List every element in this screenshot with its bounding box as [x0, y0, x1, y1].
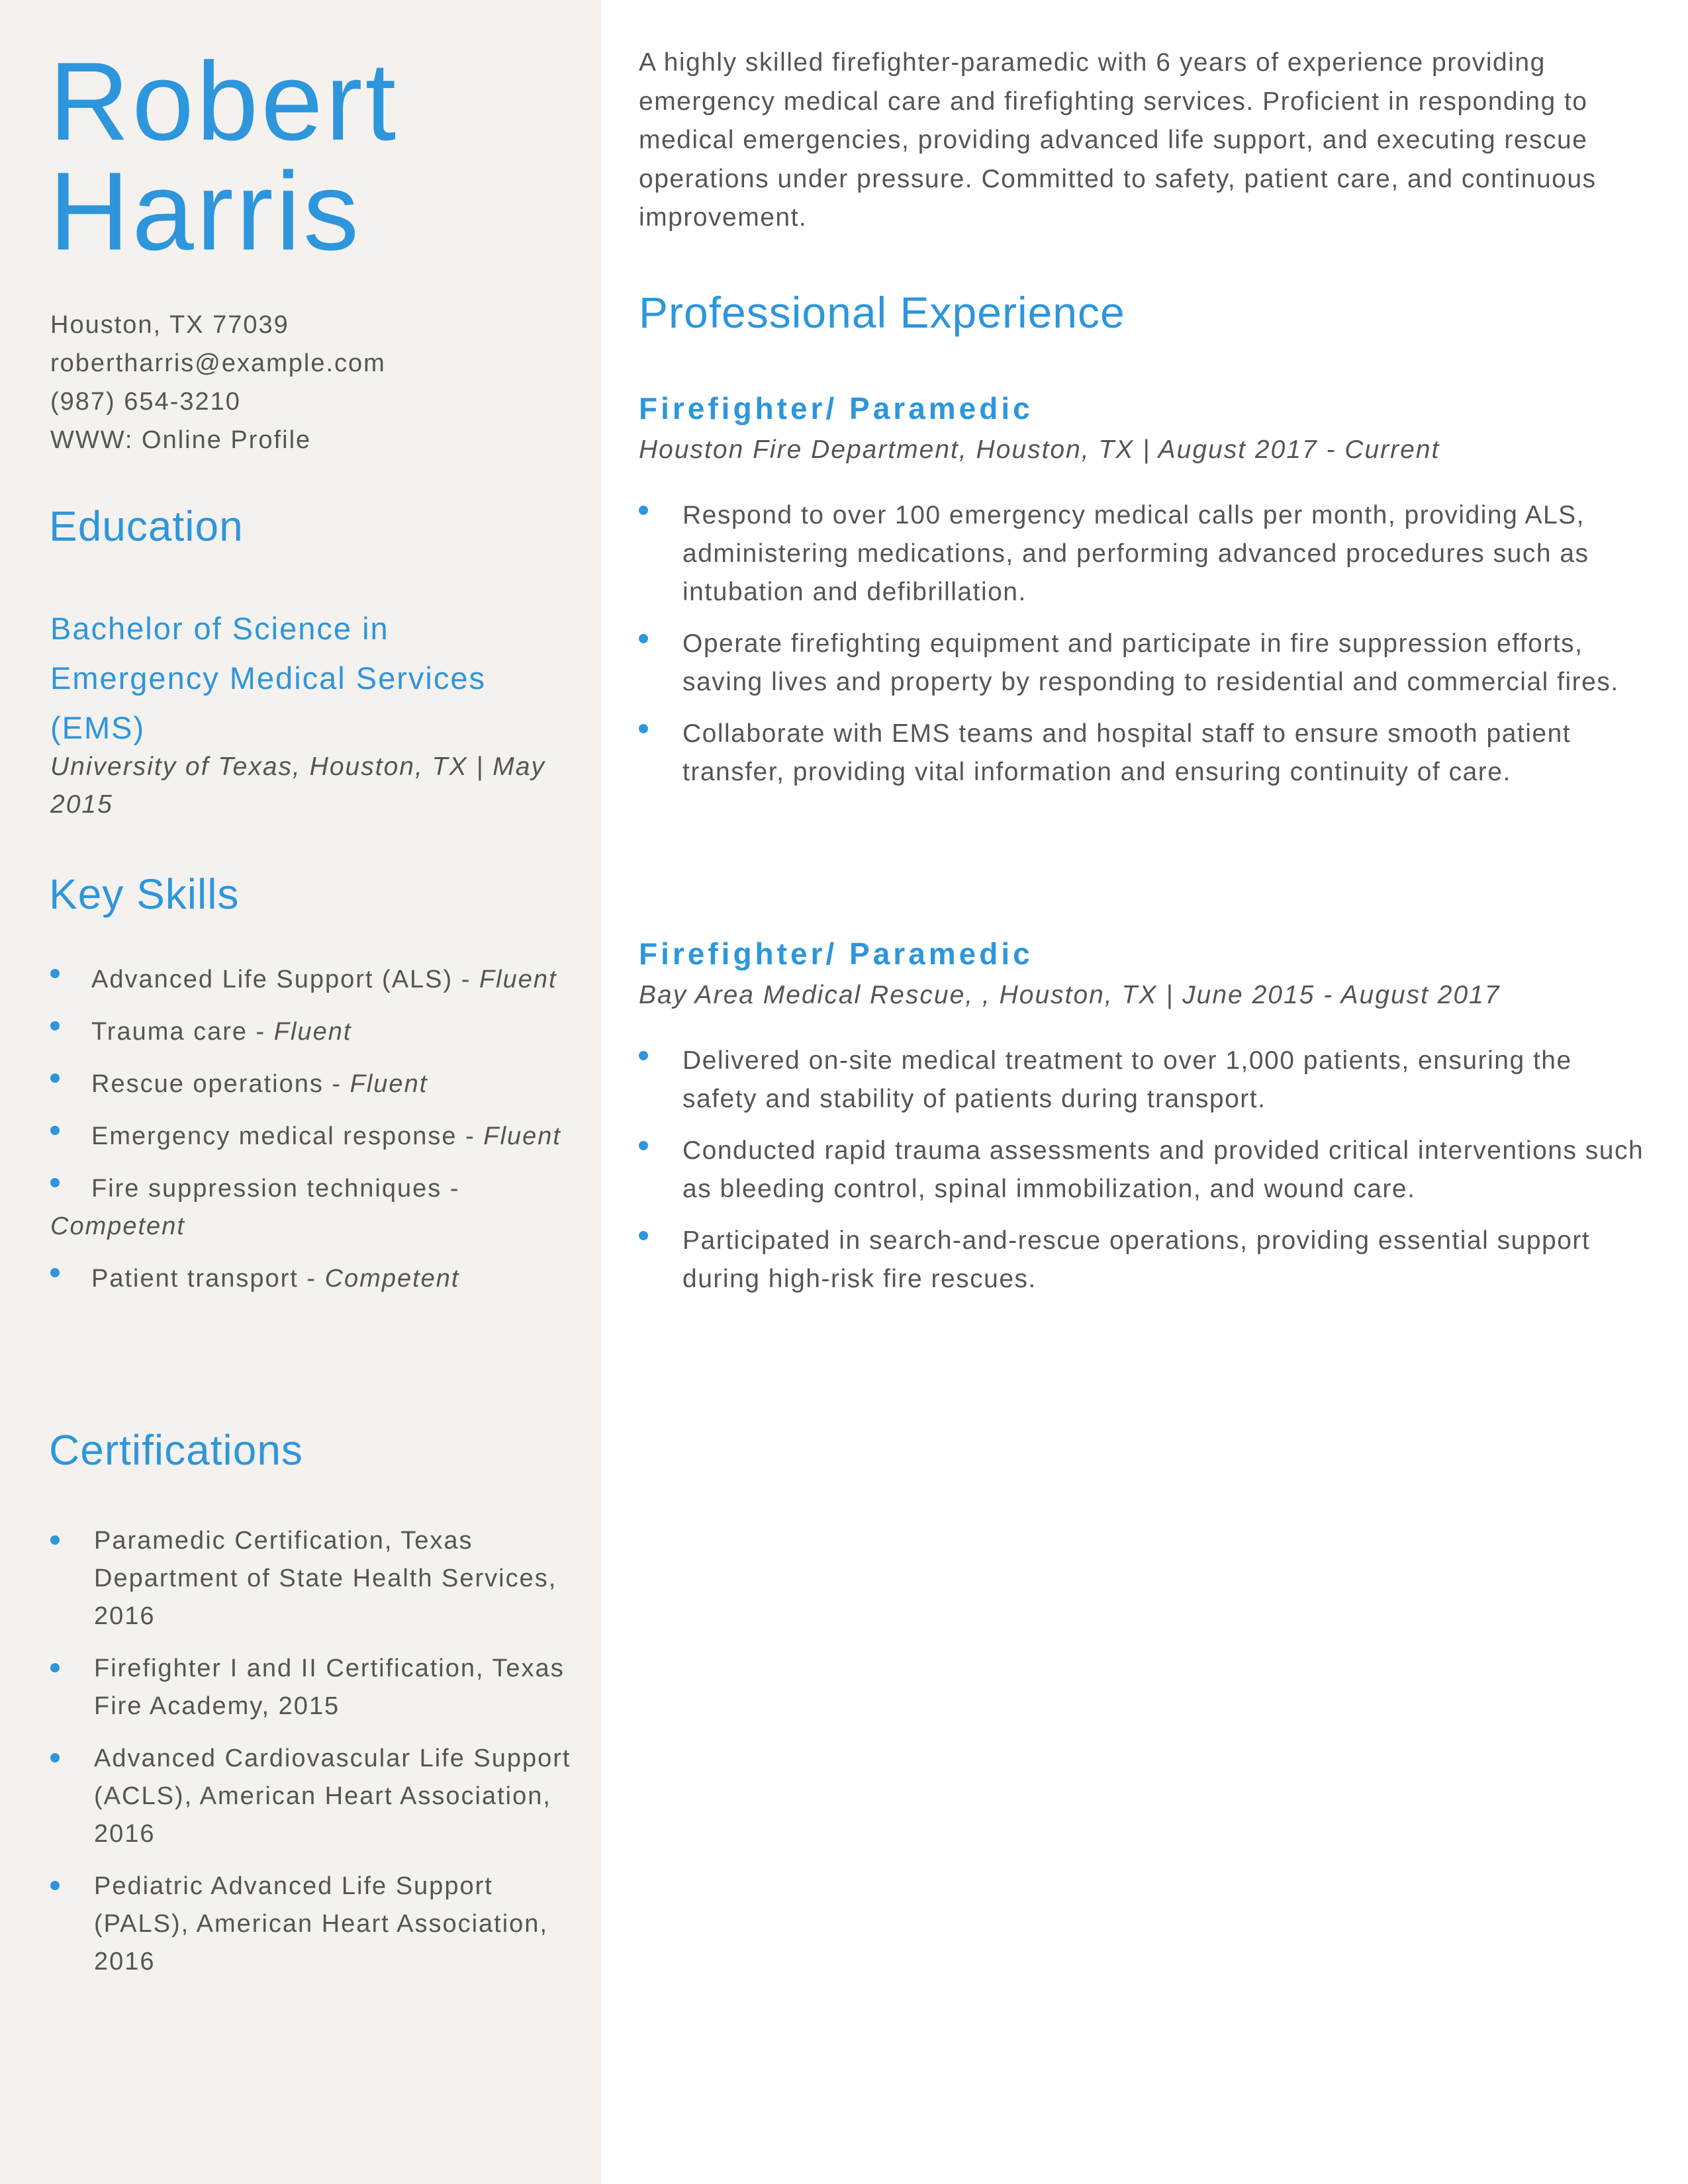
bullet-icon	[50, 1178, 60, 1187]
bullet-icon	[50, 1268, 60, 1277]
bullet-icon	[50, 1753, 60, 1762]
skill-item: Advanced Life Support (ALS) - Fluent	[50, 961, 573, 999]
skill-name: Fire suppression techniques	[91, 1175, 442, 1203]
professional-summary: A highly skilled firefighter-paramedic with 6 years of experience providing emergency medical care and firefighting services. Proficient in responding to medical emergencies, providing advanced life support, and executing rescue operations under pressure. Committed to safety, patient care, and continuous improvement.	[639, 48, 1597, 232]
candidate-name	[49, 39, 399, 273]
bullet-icon	[639, 1051, 648, 1060]
job-bullet: Operate firefighting equipment and participate in fire suppression efforts, saving lives and property by responding to residential and commercial fires.	[639, 625, 1645, 702]
certification-item: Paramedic Certification, Texas Department of State Health Services, 2016	[50, 1522, 573, 1635]
sidebar	[0, 0, 601, 2184]
experience-heading: Professional Experience	[639, 288, 1125, 337]
certifications-heading: Certifications	[49, 1426, 303, 1474]
bullet-icon	[50, 1535, 60, 1545]
job-bullet: Conducted rapid trauma assessments and provided critical interventions such as bleeding control, spinal immobilization, and wound care.	[639, 1132, 1645, 1208]
job-bullet: Participated in search-and-rescue operations, providing essential support during high-risk fire rescues.	[639, 1222, 1645, 1298]
skill-item: Emergency medical response - Fluent	[50, 1118, 573, 1156]
first-name: Robert	[49, 39, 399, 163]
school-name: University of Texas, Houston, TX	[50, 752, 468, 781]
job-bullet: Collaborate with EMS teams and hospital staff to ensure smooth patient transfer, providing vital information and ensuring continuity of care.	[639, 715, 1645, 792]
bullet-icon	[639, 724, 648, 733]
job-bullet: Respond to over 100 emergency medical calls per month, providing ALS, administering medications, and performing advanced procedures such as intubation and defibrillation.	[639, 496, 1645, 612]
bullet-icon	[639, 506, 648, 515]
education-heading: Education	[49, 502, 244, 550]
bullet-icon	[50, 1663, 60, 1672]
school-date: May 2015	[50, 752, 545, 819]
skill-item: Patient transport - Competent	[50, 1260, 573, 1298]
skill-level: Fluent	[479, 966, 557, 993]
bullet-icon	[50, 969, 60, 978]
certification-item: Pediatric Advanced Life Support (PALS), American Heart Association, 2016	[50, 1868, 573, 1981]
contact-info	[50, 306, 386, 459]
bullet-icon	[639, 1141, 648, 1150]
contact-website[interactable]: WWW: Online Profile	[50, 426, 312, 454]
job-subtitle: Houston Fire Department, Houston, TX | August 2017 - Current	[639, 435, 1440, 464]
certifications-list	[50, 1522, 573, 1995]
job-title: Firefighter/ Paramedic	[639, 936, 1033, 971]
bullet-icon	[50, 1126, 60, 1135]
skill-level: Fluent	[483, 1122, 561, 1150]
contact-email[interactable]: robertharris@example.com	[50, 349, 386, 377]
education-degree: Bachelor of Science in Emergency Medical Services (EMS)	[50, 611, 486, 745]
skill-item: Rescue operations - Fluent	[50, 1066, 573, 1103]
bullet-icon	[50, 1021, 60, 1030]
contact-phone: (987) 654-3210	[50, 388, 241, 416]
bullet-icon	[639, 1231, 648, 1240]
education-school	[50, 748, 567, 823]
skill-level: Competent	[50, 1212, 185, 1240]
certification-item: Advanced Cardiovascular Life Support (ACLS), American Heart Association, 2016	[50, 1740, 573, 1853]
skills-heading: Key Skills	[49, 870, 240, 918]
skill-level: Fluent	[273, 1018, 352, 1046]
skill-level: Fluent	[350, 1070, 428, 1098]
skill-item: Trauma care - Fluent	[50, 1013, 573, 1051]
certification-item: Firefighter I and II Certification, Texas Fire Academy, 2015	[50, 1650, 573, 1725]
job-subtitle: Bay Area Medical Rescue, , Houston, TX | June 2015 - August 2017	[639, 981, 1501, 1009]
job-bullets	[639, 496, 1645, 792]
last-name: Harris	[49, 149, 361, 273]
skill-level: Competent	[324, 1265, 460, 1293]
skill-name: Rescue operations	[91, 1070, 324, 1098]
skill-name: Trauma care	[91, 1018, 248, 1046]
school-separator: |	[476, 752, 485, 781]
skills-list	[50, 961, 573, 1312]
skill-name: Advanced Life Support (ALS)	[91, 966, 453, 993]
skill-item: Fire suppression techniques - Competent	[50, 1175, 460, 1240]
job-title: Firefighter/ Paramedic	[639, 391, 1033, 426]
skill-name: Emergency medical response	[91, 1122, 457, 1150]
contact-address: Houston, TX 77039	[50, 311, 289, 339]
job-entry	[639, 387, 1645, 805]
skill-name: Patient transport	[91, 1265, 299, 1293]
bullet-icon	[50, 1073, 60, 1083]
bullet-icon	[639, 634, 648, 643]
job-bullets	[639, 1042, 1645, 1298]
job-bullet: Delivered on-site medical treatment to over 1,000 patients, ensuring the safety and stability of patients during transport.	[639, 1042, 1645, 1118]
bullet-icon	[50, 1881, 60, 1890]
job-entry	[639, 932, 1645, 1312]
